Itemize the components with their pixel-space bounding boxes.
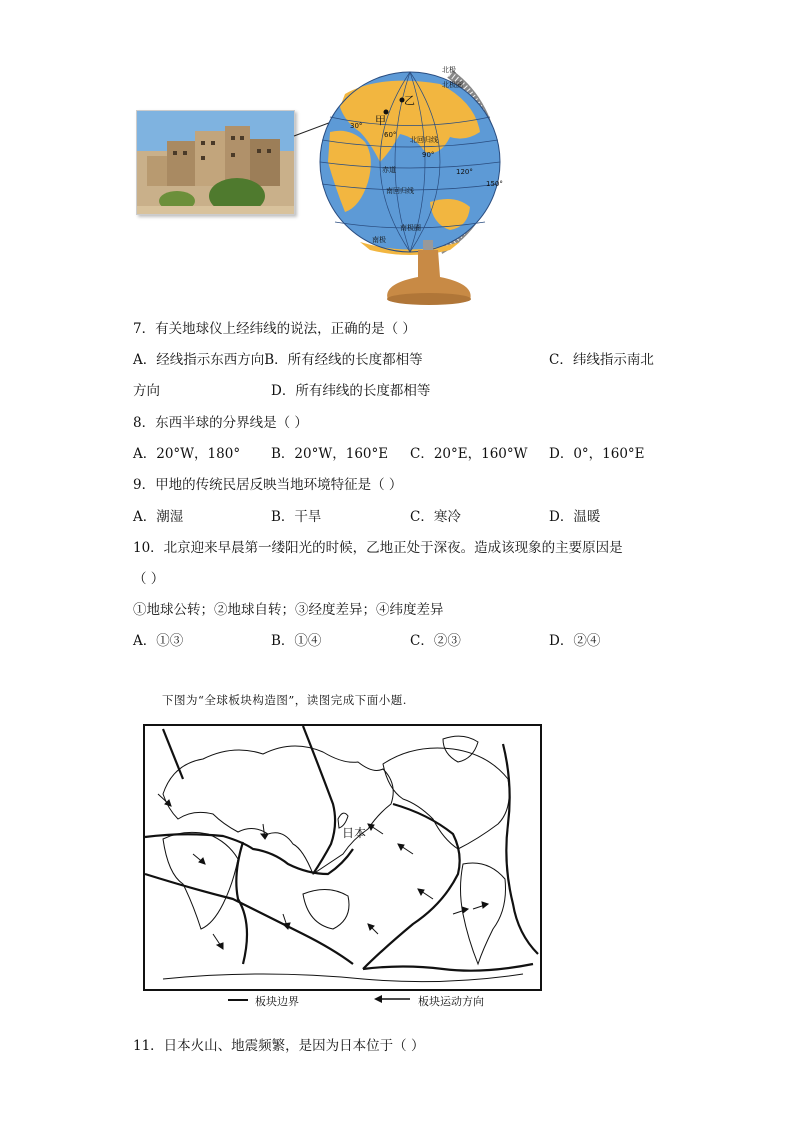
label-point-jia: 甲	[375, 114, 386, 127]
q10-stem: 10．北京迎来早晨第一缕阳光的时候，乙地正处于深夜。造成该现象的主要原因是	[133, 540, 623, 556]
q10-option-a: A．①③	[133, 633, 184, 649]
label-lon-90: 90°	[422, 151, 435, 159]
label-equator: 赤道	[382, 166, 396, 174]
label-lat-60: 60°	[384, 131, 397, 139]
label-lon-30: 30°	[350, 122, 363, 130]
globe-stand	[387, 250, 470, 300]
q10-option-b: B．①④	[271, 633, 322, 649]
q9-option-d: D．温暖	[549, 509, 601, 525]
q7-stem: 7．有关地球仪上经纬线的说法，正确的是（ ）	[133, 321, 416, 337]
q8-option-b: B．20°W，160°E	[271, 446, 389, 462]
label-antarctic-circle: 南极圈	[400, 224, 421, 232]
q10-option-d: D．②④	[549, 633, 601, 649]
q8-option-a: A．20°W，180°	[133, 446, 241, 462]
plate-tectonics-map	[143, 724, 543, 992]
label-lon-150: 150°	[486, 180, 503, 188]
q7-options-ab: A．经线指示东西方向B．所有经线的长度都相等	[133, 352, 423, 368]
q7-option-d: D．所有纬线的长度都相等	[271, 383, 431, 399]
label-arctic-circle: 北极圈	[442, 81, 463, 89]
q10-stem-cont: （ ）	[133, 571, 165, 587]
desert-house-photo	[136, 110, 295, 215]
legend-boundary-label: 板块边界	[255, 995, 299, 1008]
japan-label: 日本	[342, 826, 367, 840]
q11-stem: 11．日本火山、地震频繁，是因为日本位于（ ）	[133, 1038, 425, 1054]
label-tropic-capricorn: 南回归线	[386, 187, 414, 195]
q7-option-c: C．纬线指示南北	[549, 352, 654, 368]
label-point-yi: 乙	[404, 94, 415, 107]
q8-stem: 8．东西半球的分界线是（ ）	[133, 415, 308, 431]
q9-option-b: B．干旱	[271, 509, 322, 525]
q8-option-d: D．0°，160°E	[549, 446, 645, 462]
legend-direction-label: 板块运动方向	[418, 995, 484, 1008]
legend-arrow-icon	[374, 994, 410, 1004]
q10-items: ①地球公转；②地球自转；③经度差异；④纬度差异	[133, 602, 444, 618]
q9-stem: 9．甲地的传统民居反映当地环境特征是（ ）	[133, 477, 403, 493]
q8-option-c: C．20°E，160°W	[410, 446, 528, 462]
plate-map-caption: 下图为“全球板块构造图”，读图完成下面小题.	[162, 693, 407, 707]
label-lon-120: 120°	[456, 168, 473, 176]
legend-boundary-line	[228, 999, 248, 1001]
q9-option-a: A．潮湿	[133, 509, 184, 525]
q10-option-c: C．②③	[410, 633, 461, 649]
q7-option-c-cont: 方向	[133, 383, 160, 399]
label-tropic-cancer: 北回归线	[410, 136, 438, 144]
globe	[290, 62, 530, 307]
label-south-pole: 南极	[372, 236, 386, 244]
q9-option-c: C．寒冷	[410, 509, 461, 525]
label-north-pole: 北极	[442, 66, 456, 74]
